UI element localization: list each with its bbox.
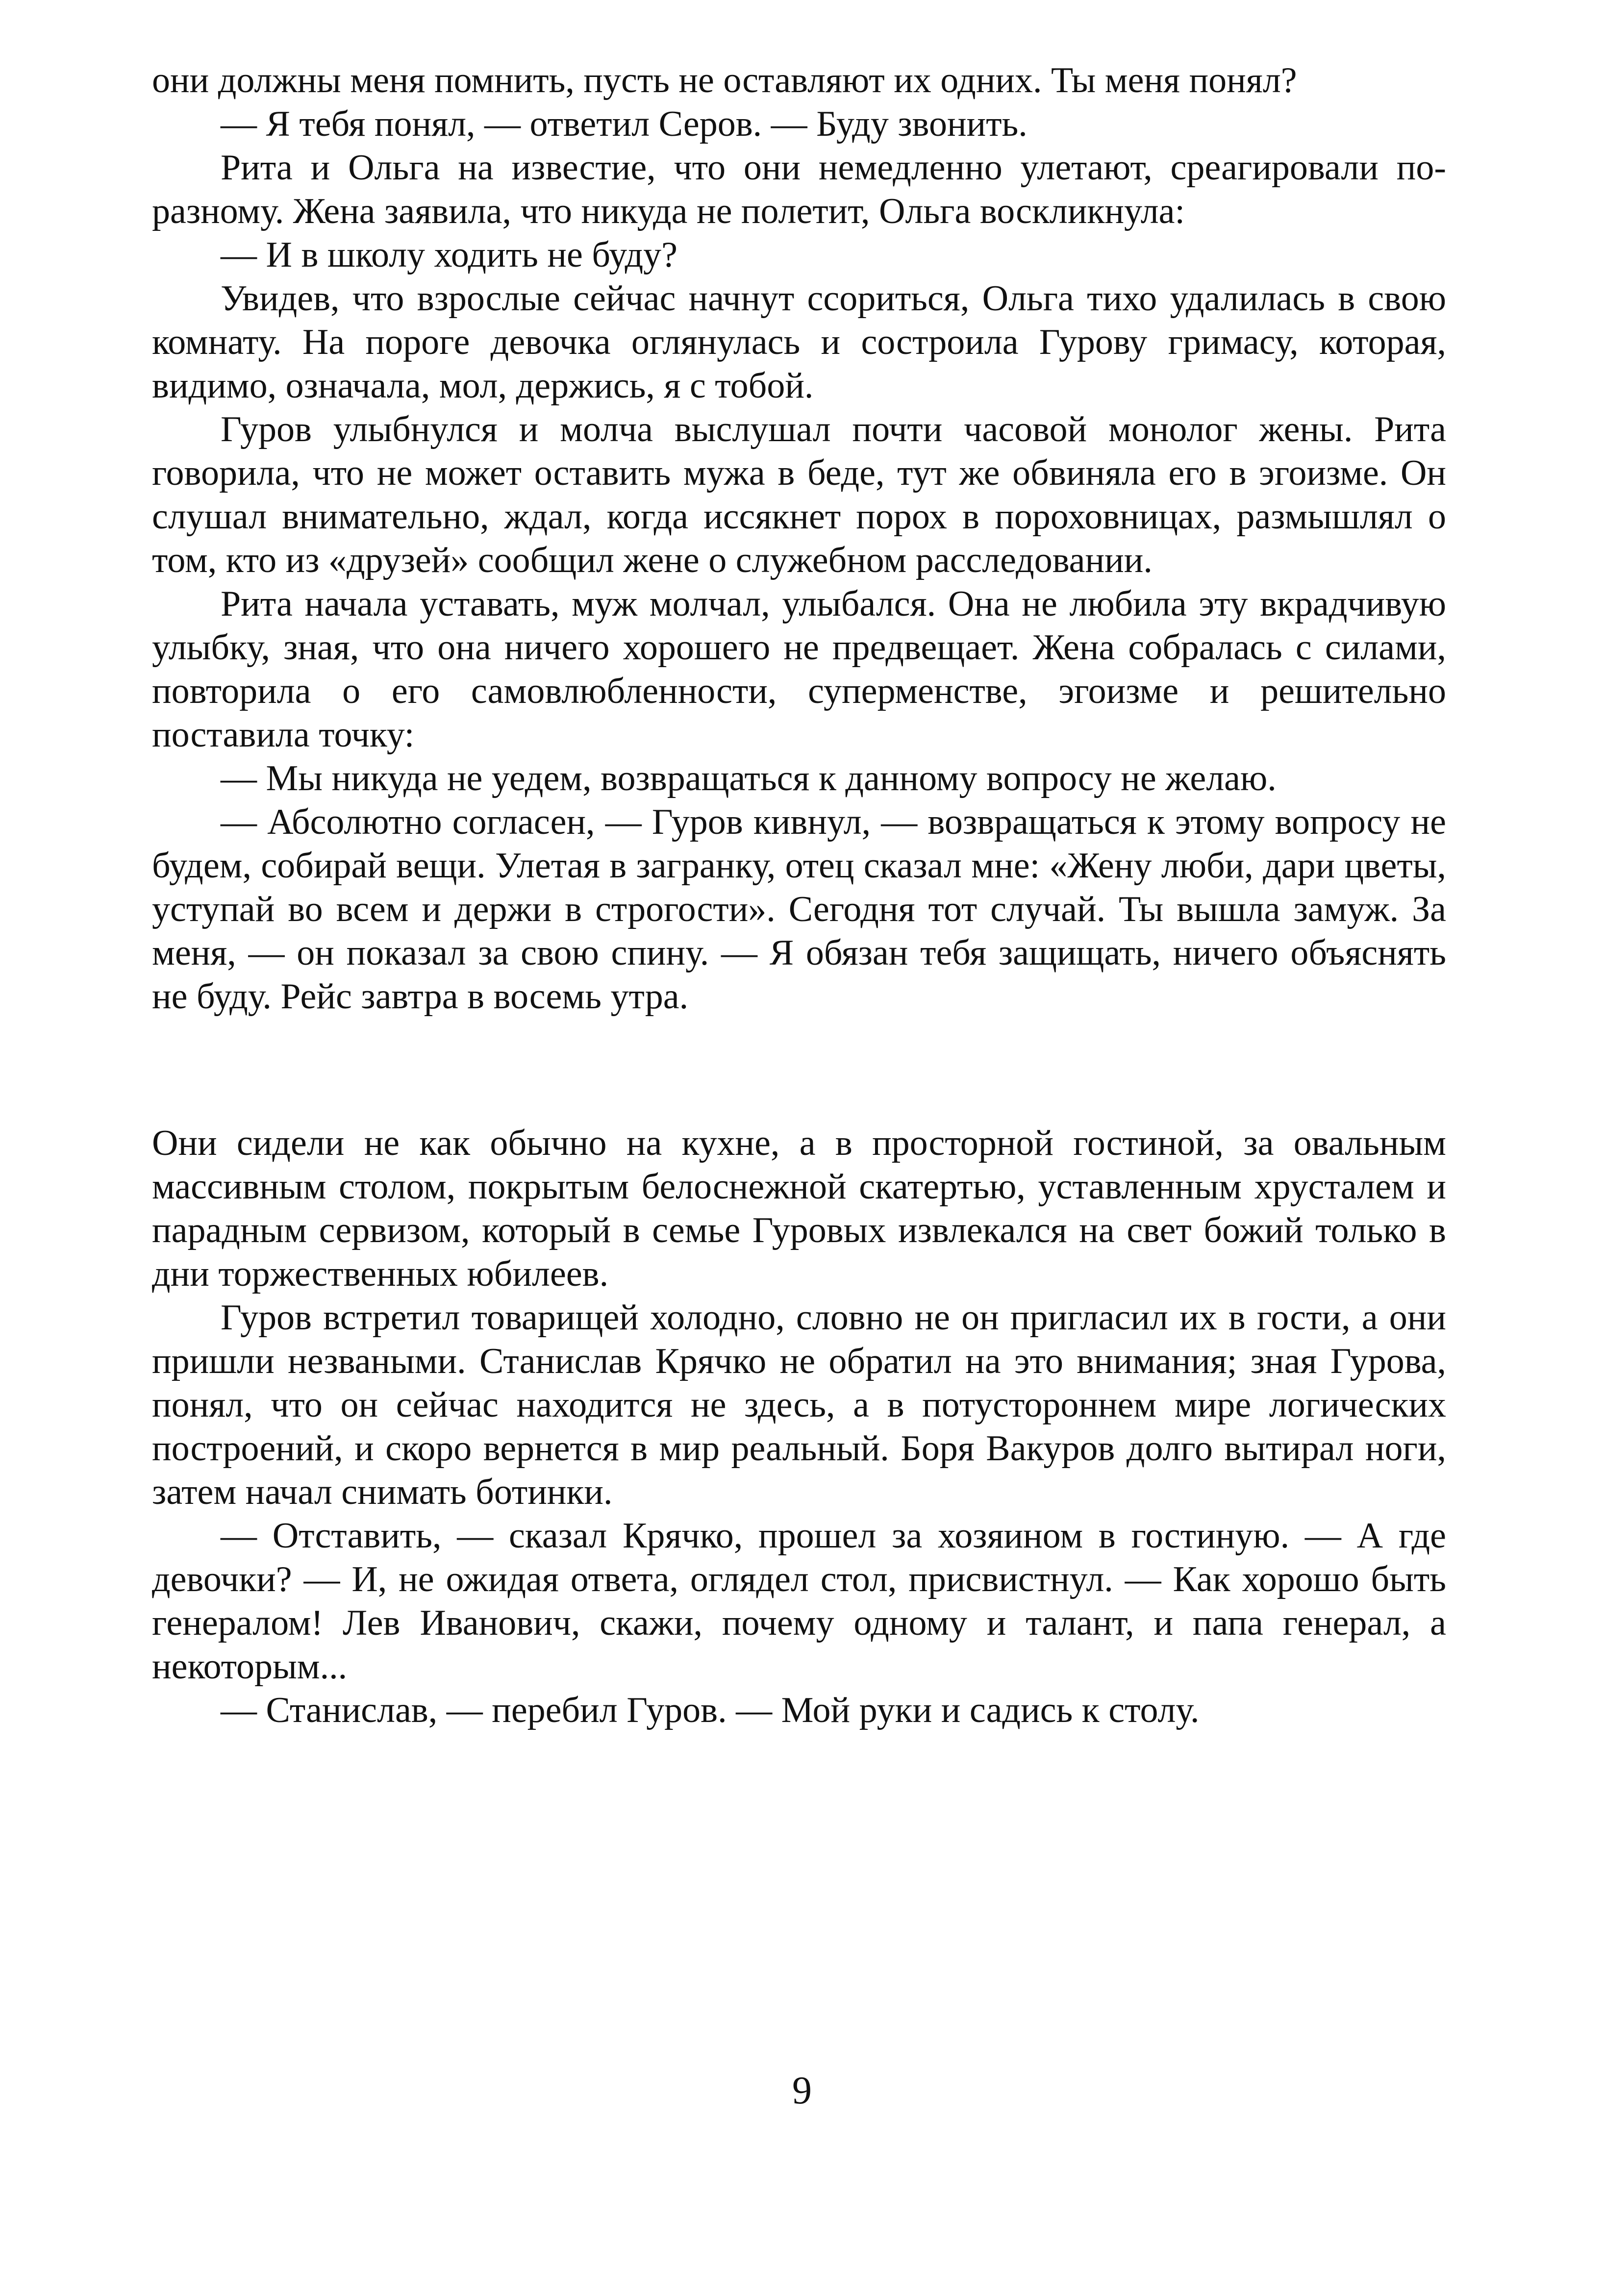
paragraph: Гуров улыбнулся и молча выслушал почти часовой монолог жены. Рита говорила, что не может оставить мужа в беде, тут же обвиняла его в эгоизме. Он слушал внимательно, ждал, когда иссякнет порох в пороховницах, размышлял о том, кто из «друзей» сообщил жене о служебном расследовании. [152,409,1446,580]
paragraph: Гуров встретил товарищей холодно, словно не он пригласил их в гости, а они пришли незваными. Станислав Крячко не обратил на это внимания; зная Гурова, понял, что он сейчас находится не здесь, а в потустороннем мире логических построений, и скоро вернется в мир реальный. Боря Вакуров долго вытирал ноги, затем начал снимать ботинки. [152,1298,1446,1512]
page-number: 9 [792,2069,812,2112]
book-page [152,59,1446,1732]
paragraph: Увидев, что взрослые сейчас начнут ссориться, Ольга тихо удалилась в свою комнату. На пороге девочка оглянулась и состроила Гурову гримасу, которая, видимо, означала, мол, держись, я с тобой. [152,278,1446,406]
paragraph: Они сидели не как обычно на кухне, а в просторной гостиной, за овальным массивным столом, покрытым белоснежной скатертью, уставленным хрусталем и парадным сервизом, который в семье Гуровых извлекался на свет божий только в дни торжественных юбилеев. [152,1123,1446,1294]
paragraph: — Мы никуда не уедем, возвращаться к данному вопросу не желаю. [221,758,1277,799]
paragraph: — И в школу ходить не буду? [221,235,678,275]
paragraph: — Я тебя понял, — ответил Серов. — Буду звонить. [221,104,1028,144]
paragraph: Рита и Ольга на известие, что они немедленно улетают, среагировали по-разному. Жена заявила, что никуда не полетит, Ольга воскликнула: [152,148,1446,231]
section-break [152,1019,1446,1122]
paragraph: — Абсолютно согласен, — Гуров кивнул, — возвращаться к этому вопросу не будем, собирай вещи. Улетая в загранку, отец сказал мне: «Жену люби, дари цветы, уступай во всем и держи в строгости». Сегодня тот случай. Ты вышла замуж. За меня, — он показал за свою спину. — Я обязан тебя защищать, ничего объяснять не буду. Рейс завтра в восемь утра. [152,802,1446,1017]
paragraph: — Станислав, — перебил Гуров. — Мой руки и садись к столу. [221,1690,1200,1730]
paragraph: Рита начала уставать, муж молчал, улыбался. Она не любила эту вкрадчивую улыбку, зная, что она ничего хорошего не предвещает. Жена собралась с силами, повторила о его самовлюбленности, суперменстве, эгоизме и решительно поставила точку: [152,584,1446,755]
paragraph: — Отставить, — сказал Крячко, прошел за хозяином в гостиную. — А где девочки? — И, не ожидая ответа, оглядел стол, присвистнул. — Как хорошо быть генералом! Лев Иванович, скажи, почему одному и талант, и папа генерал, а некоторым... [152,1516,1446,1687]
paragraph: они должны меня помнить, пусть не оставляют их одних. Ты меня понял? [152,60,1297,100]
